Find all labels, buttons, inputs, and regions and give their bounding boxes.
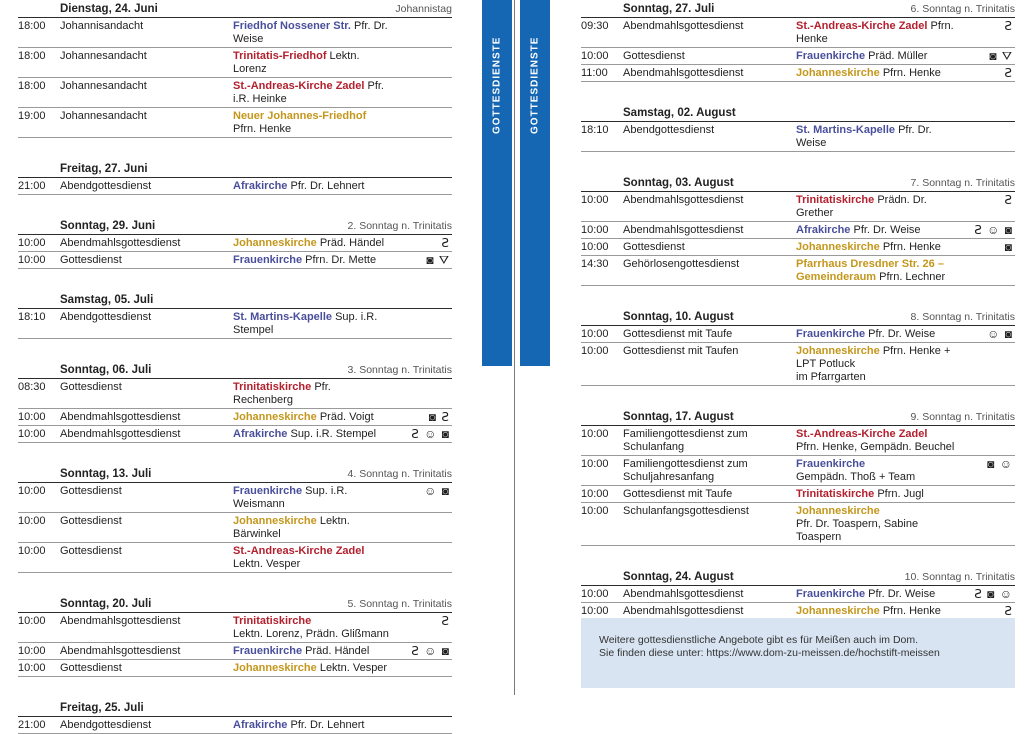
liturgical-occasion: 8. Sonntag n. Trinitatis [910, 311, 1015, 323]
service-location [233, 662, 392, 675]
church-name: Johanneskirche [233, 662, 317, 674]
church-name: Johanneskirche [796, 67, 880, 79]
officiant: Präd. Voigt [316, 411, 374, 423]
service-time: 10:00 [18, 237, 46, 249]
service-row [581, 122, 1015, 152]
service-time: 10:00 [581, 345, 609, 357]
service-time: 10:00 [581, 505, 609, 517]
service-type: Abendmahlsgottesdienst [60, 428, 181, 440]
service-location [796, 505, 955, 544]
day-header [18, 291, 452, 309]
liturgical-occasion: 7. Sonntag n. Trinitatis [910, 177, 1015, 189]
day-header [18, 361, 452, 379]
church-name: Johanneskirche [233, 411, 317, 423]
liturgical-occasion: 3. Sonntag n. Trinitatis [347, 364, 452, 376]
day-gap [581, 152, 1015, 174]
service-row [581, 503, 1015, 546]
service-time: 21:00 [18, 719, 46, 731]
day-date: Sonntag, 24. August [623, 571, 734, 583]
service-location [233, 545, 392, 571]
service-row [581, 326, 1015, 343]
service-time: 18:00 [18, 20, 46, 32]
church-name: Neuer Johannes-Friedhof [233, 110, 367, 122]
service-type: Familiengottesdienst zum Schuljahresanfang [623, 458, 748, 483]
church-name: Trinitatiskirche [233, 615, 312, 627]
service-location [796, 258, 955, 284]
service-location [796, 588, 955, 601]
service-icons: Ꙅ [1004, 19, 1013, 33]
church-name: Friedhof Nossener Str. [233, 20, 351, 32]
service-time: 10:00 [581, 488, 609, 500]
service-row [18, 309, 452, 339]
service-type: Abendmahlsgottesdienst [60, 411, 181, 423]
day-date: Freitag, 27. Juni [60, 163, 148, 175]
service-icons: ◙ ⛛ [426, 253, 450, 267]
day-gap [18, 339, 452, 361]
service-type: Schulanfangsgottesdienst [623, 505, 749, 517]
service-type: Gottesdienst [60, 381, 122, 393]
officiant: Gempädn. Thoß + Team [796, 471, 916, 483]
service-icons: Ꙅ [441, 236, 450, 250]
service-location [233, 485, 392, 511]
service-icons: ◙ [1004, 240, 1013, 254]
service-type: Johannesandacht [60, 110, 147, 122]
service-time: 09:30 [581, 20, 609, 32]
service-location [233, 180, 392, 193]
service-row [18, 643, 452, 660]
liturgical-occasion: 2. Sonntag n. Trinitatis [347, 220, 452, 232]
service-type: Gottesdienst [60, 662, 122, 674]
church-name: Trinitatiskirche [796, 194, 875, 206]
day-gap [18, 573, 452, 595]
service-location [233, 719, 392, 732]
day-gap [581, 386, 1015, 408]
service-type: Abendmahlsgottesdienst [623, 224, 744, 236]
service-type: Abendmahlsgottesdienst [60, 237, 181, 249]
officiant: Lektn. Lorenz [233, 50, 360, 75]
service-type: Abendmahlsgottesdienst [623, 67, 744, 79]
service-time: 10:00 [581, 458, 609, 470]
officiant: Pfrn. Dr. Mette [302, 254, 377, 266]
day-header [581, 568, 1015, 586]
service-icons: Ꙅ ◙ ☺ [974, 587, 1013, 601]
officiant: Präd. Müller [865, 50, 928, 62]
info-line: Sie finden diese unter: https://www.dom-zu-meissen.de/hochstift-meissen [599, 647, 940, 659]
service-type: Gottesdienst [60, 545, 122, 557]
service-type: Gottesdienst [623, 241, 685, 253]
service-icons: Ꙅ ☺ ◙ [411, 427, 450, 441]
service-location [233, 254, 392, 267]
officiant: Prädn. Dr. Grether [796, 194, 927, 219]
service-row [18, 543, 452, 573]
service-location [233, 411, 392, 424]
service-icons [392, 545, 452, 571]
church-name: Frauenkirche [233, 254, 303, 266]
officiant: Pfrn. Henke [879, 605, 941, 617]
service-icons [955, 258, 1015, 284]
service-type: Abendmahlsgottesdienst [623, 20, 744, 32]
service-icons [955, 505, 1015, 544]
service-time: 10:00 [581, 224, 609, 236]
service-row [581, 18, 1015, 48]
service-icons [392, 515, 452, 541]
church-name: Frauenkirche [796, 50, 866, 62]
officiant: Präd. Händel [316, 237, 385, 249]
day-header [18, 699, 452, 717]
church-name: Frauenkirche [796, 588, 866, 600]
church-name: Afrakirche [233, 719, 288, 731]
service-icons [955, 124, 1015, 150]
day-date: Sonntag, 27. Juli [623, 3, 715, 15]
service-time: 10:00 [18, 515, 46, 527]
service-time: 10:00 [18, 254, 46, 266]
service-row [581, 222, 1015, 239]
day-gap [18, 677, 452, 699]
service-location [233, 80, 392, 106]
service-location [796, 124, 955, 150]
service-type: Gottesdienst mit Taufen [623, 345, 739, 357]
info-box [581, 618, 1015, 688]
service-icons: Ꙅ [1004, 66, 1013, 80]
day-gap [18, 138, 452, 160]
service-location [796, 488, 955, 501]
service-icons: Ꙅ ☺ ◙ [974, 223, 1013, 237]
day-header [581, 0, 1015, 18]
service-icons: Ꙅ ☺ ◙ [411, 644, 450, 658]
service-icons: Ꙅ [441, 614, 450, 628]
church-name: Johanneskirche [796, 241, 880, 253]
service-location [796, 224, 955, 237]
officiant: Sup. i.R. Stempel [233, 311, 378, 336]
church-name: Afrakirche [796, 224, 851, 236]
service-row [581, 486, 1015, 503]
church-name: Johanneskirche [796, 505, 880, 517]
church-name: St. Martins-Kapelle [233, 311, 333, 323]
church-name: Johanneskirche [796, 345, 880, 357]
service-time: 10:00 [18, 662, 46, 674]
church-name: Trinitatis-Friedhof [233, 50, 327, 62]
church-name: Johanneskirche [233, 237, 317, 249]
service-row [18, 426, 452, 443]
service-time: 18:10 [18, 311, 46, 323]
service-type: Abendgottesdienst [623, 124, 715, 136]
service-row [18, 483, 452, 513]
church-name: St.-Andreas-Kirche Zadel [796, 428, 928, 440]
service-type: Abendgottesdienst [60, 719, 152, 731]
liturgical-occasion: Johannistag [395, 3, 452, 15]
service-location [233, 381, 392, 407]
day-date: Sonntag, 29. Juni [60, 220, 156, 232]
day-gap [18, 443, 452, 465]
service-type: Gottesdienst [623, 50, 685, 62]
service-time: 18:00 [18, 50, 46, 62]
service-type: Johannesandacht [60, 80, 147, 92]
officiant: Pfr. Dr. Weise [865, 328, 936, 340]
service-time: 11:00 [581, 67, 608, 79]
service-location [796, 241, 955, 254]
service-location [233, 615, 392, 641]
service-type: Abendmahlsgottesdienst [623, 588, 744, 600]
service-row [18, 409, 452, 426]
service-location [233, 50, 392, 76]
service-row [18, 717, 452, 734]
service-icons [392, 80, 452, 106]
day-header [18, 160, 452, 178]
day-date: Sonntag, 03. August [623, 177, 734, 189]
service-row [581, 586, 1015, 603]
officiant: Pfr. Dr. Weise [233, 20, 388, 45]
officiant: Pfrn. Henke, Gempädn. Beuchel [796, 441, 955, 453]
day-gap [18, 195, 452, 217]
service-location [233, 20, 392, 46]
service-row [581, 192, 1015, 222]
church-name: Pfarrhaus Dresdner Str. 26 – Gemeinderaum [796, 258, 944, 283]
service-location [796, 20, 955, 46]
service-location [796, 428, 955, 454]
service-type: Gottesdienst [60, 254, 122, 266]
officiant: Pfrn. Lechner [876, 271, 946, 283]
officiant: Lektn. Vesper [316, 662, 388, 674]
service-icons: ☺ ◙ [424, 484, 450, 498]
day-gap [18, 269, 452, 291]
day-date: Samstag, 02. August [623, 107, 736, 119]
church-name: Johanneskirche [233, 515, 317, 527]
service-row [581, 65, 1015, 82]
band-label: GOTTESDIENSTE [529, 36, 541, 134]
service-row [18, 178, 452, 195]
officiant: Pfr. i.R. Heinke [233, 80, 384, 105]
service-time: 21:00 [18, 180, 46, 192]
service-type: Familiengottesdienst zum Schulanfang [623, 428, 748, 453]
fold-line [514, 0, 515, 695]
officiant: Pfr. Dr. Lehnert [287, 180, 365, 192]
left-schedule-column [18, 0, 452, 734]
service-row [18, 613, 452, 643]
service-row [18, 235, 452, 252]
service-type: Johannisandacht [60, 20, 144, 32]
church-name: St.-Andreas-Kirche Zadel [233, 80, 365, 92]
day-header [581, 308, 1015, 326]
service-row [18, 379, 452, 409]
church-name: Frauenkirche [796, 328, 866, 340]
gottesdienste-tab-right [520, 0, 550, 366]
officiant: Sup. i.R. Weismann [233, 485, 348, 510]
service-location [796, 458, 955, 484]
service-location [233, 110, 392, 136]
service-time: 19:00 [18, 110, 46, 122]
liturgical-occasion: 6. Sonntag n. Trinitatis [910, 3, 1015, 15]
service-row [581, 426, 1015, 456]
service-row [18, 660, 452, 677]
service-location [796, 67, 955, 80]
service-type: Gottesdienst mit Taufe [623, 488, 733, 500]
officiant: Pfrn. Henke [879, 67, 941, 79]
officiant: Pfr. Dr. Lehnert [287, 719, 365, 731]
service-icons [392, 20, 452, 46]
service-time: 10:00 [581, 588, 609, 600]
officiant: Pfrn. Henke [796, 20, 954, 45]
officiant: Pfr. Dr. Toaspern, Sabine Toaspern [796, 518, 919, 543]
service-time: 10:00 [581, 328, 609, 340]
officiant: Pfrn. Jugl [874, 488, 924, 500]
officiant: Pfr. Dr. Weise [865, 588, 936, 600]
liturgical-occasion: 4. Sonntag n. Trinitatis [347, 468, 452, 480]
officiant: Lektn. Vesper [233, 558, 301, 570]
day-header [581, 174, 1015, 192]
officiant: Pfrn. Henke + LPT Potluck im Pfarrgarten [796, 345, 951, 383]
service-icons: ☺ ◙ [987, 327, 1013, 341]
church-name: Trinitatiskirche [796, 488, 875, 500]
day-date: Sonntag, 13. Juli [60, 468, 152, 480]
service-row [581, 239, 1015, 256]
service-time: 10:00 [581, 605, 609, 617]
gottesdienste-tab-left [482, 0, 512, 366]
service-row [581, 48, 1015, 65]
officiant: Pfr. Dr. Weise [850, 224, 921, 236]
service-type: Abendmahlsgottesdienst [60, 645, 181, 657]
officiant: Pfrn. Henke [233, 123, 292, 135]
service-icons [955, 488, 1015, 501]
day-gap [581, 82, 1015, 104]
day-gap [581, 286, 1015, 308]
officiant: Pfr. Dr. Weise [796, 124, 932, 149]
service-icons: ◙ ☺ [987, 457, 1013, 471]
service-icons [392, 381, 452, 407]
service-time: 18:00 [18, 80, 46, 92]
service-location [796, 328, 955, 341]
service-type: Johannesandacht [60, 50, 147, 62]
church-name: St.-Andreas-Kirche Zadel [233, 545, 365, 557]
church-name: St.-Andreas-Kirche Zadel [796, 20, 928, 32]
church-name: Frauenkirche [233, 645, 303, 657]
service-type: Abendmahlsgottesdienst [623, 605, 744, 617]
service-icons [955, 345, 1015, 384]
church-name: Frauenkirche [796, 458, 866, 470]
right-schedule-column [581, 0, 1015, 620]
day-date: Sonntag, 20. Juli [60, 598, 152, 610]
service-icons: ◙ ⛛ [989, 49, 1013, 63]
day-date: Dienstag, 24. Juni [60, 3, 158, 15]
service-icons: Ꙅ [1004, 604, 1013, 618]
band-label: GOTTESDIENSTE [491, 36, 503, 134]
service-time: 10:00 [18, 645, 46, 657]
service-row [581, 256, 1015, 286]
service-row [18, 513, 452, 543]
church-name: Trinitatiskirche [233, 381, 312, 393]
service-row [18, 78, 452, 108]
service-time: 10:00 [581, 194, 609, 206]
day-date: Sonntag, 17. August [623, 411, 734, 423]
day-header [18, 465, 452, 483]
service-row [18, 252, 452, 269]
service-time: 14:30 [581, 258, 609, 270]
service-location [796, 345, 955, 384]
service-location [796, 194, 955, 220]
service-type: Abendgottesdienst [60, 180, 152, 192]
service-time: 10:00 [581, 50, 609, 62]
day-header [18, 595, 452, 613]
service-time: 10:00 [18, 411, 46, 423]
service-icons [392, 662, 452, 675]
service-time: 18:10 [581, 124, 609, 136]
service-location [233, 645, 392, 658]
service-location [233, 311, 392, 337]
service-location [233, 515, 392, 541]
officiant: Pfrn. Henke [879, 241, 941, 253]
service-time: 10:00 [18, 615, 46, 627]
service-row [581, 343, 1015, 386]
day-header [18, 0, 452, 18]
church-name: Afrakirche [233, 428, 288, 440]
service-row [18, 18, 452, 48]
service-icons [392, 110, 452, 136]
church-name: St. Martins-Kapelle [796, 124, 896, 136]
service-type: Gottesdienst mit Taufe [623, 328, 733, 340]
service-type: Abendmahlsgottesdienst [60, 615, 181, 627]
day-date: Samstag, 05. Juli [60, 294, 154, 306]
day-header [581, 408, 1015, 426]
liturgical-occasion: 9. Sonntag n. Trinitatis [910, 411, 1015, 423]
service-time: 10:00 [18, 428, 46, 440]
day-date: Sonntag, 10. August [623, 311, 734, 323]
service-type: Gottesdienst [60, 485, 122, 497]
day-header [581, 104, 1015, 122]
service-location [233, 428, 392, 441]
church-name: Johanneskirche [796, 605, 880, 617]
officiant: Lektn. Bärwinkel [233, 515, 350, 540]
officiant: Sup. i.R. Stempel [287, 428, 377, 440]
service-row [581, 456, 1015, 486]
service-location [796, 605, 955, 618]
day-header [18, 217, 452, 235]
officiant: Lektn. Lorenz, Prädn. Glißmann [233, 628, 389, 640]
service-icons: Ꙅ [1004, 193, 1013, 207]
service-time: 08:30 [18, 381, 46, 393]
church-name: Afrakirche [233, 180, 288, 192]
church-name: Frauenkirche [233, 485, 303, 497]
info-line: Weitere gottesdienstliche Angebote gibt es für Meißen auch im Dom. [599, 634, 919, 646]
service-icons [392, 180, 452, 193]
service-icons: ◙ Ꙅ [428, 410, 450, 424]
service-type: Gehörlosengottesdienst [623, 258, 740, 270]
service-location [796, 50, 955, 63]
liturgical-occasion: 10. Sonntag n. Trinitatis [904, 571, 1015, 583]
service-icons [955, 428, 1015, 454]
officiant: Pfr. Rechenberg [233, 381, 331, 406]
day-date: Freitag, 25. Juli [60, 702, 144, 714]
officiant: Präd. Händel [302, 645, 370, 657]
service-type: Abendmahlsgottesdienst [623, 194, 744, 206]
service-row [18, 108, 452, 138]
liturgical-occasion: 5. Sonntag n. Trinitatis [347, 598, 452, 610]
service-icons [392, 50, 452, 76]
service-time: 10:00 [581, 241, 609, 253]
day-date: Sonntag, 06. Juli [60, 364, 152, 376]
service-type: Gottesdienst [60, 515, 122, 527]
service-type: Abendgottesdienst [60, 311, 152, 323]
service-icons [392, 719, 452, 732]
service-location [233, 237, 392, 250]
service-time: 10:00 [18, 485, 46, 497]
service-time: 10:00 [18, 545, 46, 557]
service-row [18, 48, 452, 78]
day-gap [581, 546, 1015, 568]
service-time: 10:00 [581, 428, 609, 440]
service-icons [392, 311, 452, 337]
